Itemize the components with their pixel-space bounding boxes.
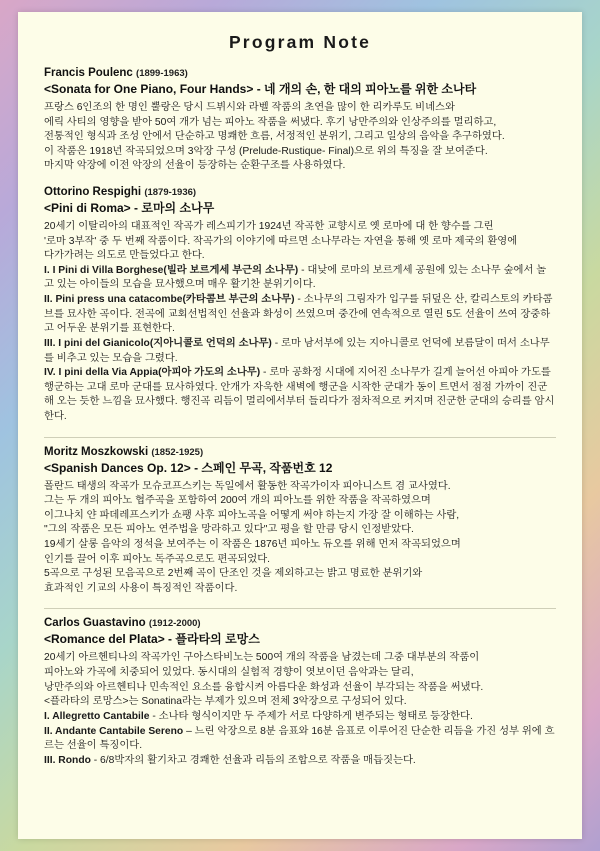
- composer-label: Moritz Moszkowski: [44, 445, 149, 458]
- section-divider: [44, 437, 556, 438]
- paragraph: 전통적인 형식과 조성 안에서 단순하고 명쾌한 흐름, 서정적인 분위기, 그리고 일상의 음악을 추구하였다.: [44, 131, 505, 143]
- composer-label: Francis Poulenc: [44, 67, 133, 79]
- paragraph: "그의 작품은 모든 피아노 연주법을 망라하고 있다"고 평을 할 만큼 당시 인정받았다.: [44, 524, 414, 536]
- movement-translation: (카타콤브 부근의 소나무): [182, 294, 295, 306]
- movement-text: - 6/8박자의 활기차고 경쾌한 선율과 리듬의 조합으로 작품을 매듭짓는다.: [90, 754, 416, 766]
- program-section-moszkowski: [44, 446, 556, 597]
- paragraph: '로마 3부작' 중 두 번째 작품이다. 작곡가의 이야기에 따르면 소나무라는 자연을 통해 옛 로마 제국의 환영에: [44, 235, 518, 247]
- movement-label: II. Andante Cantabile Sereno: [44, 725, 184, 737]
- program-section-poulenc: [44, 67, 556, 174]
- movement-entry: [44, 293, 556, 337]
- movement-label: III. Rondo: [44, 754, 91, 766]
- paragraph: 이그나치 얀 파데레프스키가 쇼팽 사후 피아노곡을 어떻게 써야 하는지 가장 잘 이해하는 사람,: [44, 509, 460, 521]
- movement-translation: (지아니콜로 언덕의 소나무): [149, 337, 272, 349]
- paragraph: 20세기 아르헨티나의 작곡가인 구아스타비노는 500여 개의 작품을 남겼는데 그중 대부분의 작품이: [44, 652, 480, 664]
- paragraph: 다가가려는 의도로 만들었다고 한다.: [44, 250, 205, 262]
- paragraph: 효과적인 기교의 사용이 특징적인 작품이다.: [44, 582, 238, 594]
- movement-label: I. Allegretto Cantabile: [44, 710, 150, 722]
- document-body: [18, 12, 582, 790]
- work-title: <Romance del Plata> - 플라타의 로망스: [44, 632, 260, 647]
- movement-text: - 로마 남서부에 있는 지아니콜로 언덕에 보름달이 떠서 소나무를 비추고 있는 모습을 그렸다.: [44, 337, 550, 364]
- paragraph: <플라타의 로망스>는 Sonatina라는 부제가 있으며 전체 3악장으로 구성되어 있다.: [44, 696, 407, 708]
- paragraph: 낭만주의와 아르헨티나 민속적인 요소를 융합시켜 아름다운 화성과 선율이 부각되는 작품을 써냈다.: [44, 681, 484, 693]
- movement-translation: (아피아 가도의 소나무): [158, 367, 261, 379]
- movement-entry: [44, 264, 556, 293]
- composer-label: Carlos Guastavino: [44, 617, 146, 630]
- work-title: <Pini di Roma> - 로마의 소나무: [44, 201, 215, 216]
- composer-name: [44, 446, 556, 458]
- paragraph: 마지막 악장에 이전 악장의 선율이 등장하는 순환구조를 사용하였다.: [44, 160, 346, 172]
- composer-years: (1879-1936): [144, 187, 197, 199]
- movement-text: - 로마 공화정 시대에 지어진 소나무가 길게 늘어선 아피아 가도를 행군하는 고대 로마 군대를 묘사하였다. 안개가 자욱한 새벽에 행군을 시작한 군대가 동이 트면서 점점 가까이 진군해 오는 듯한 느낌을 묘사했다. 행진곡 리듬이 멀리에서부터 들리다가 점차적으로 커지며 진군한 군대의 승리를 암시한다.: [44, 367, 555, 422]
- composer-years: (1899-1963): [136, 68, 188, 79]
- movement-entry: [44, 337, 556, 366]
- composer-name: [44, 617, 556, 629]
- movement-label: III. I pini del Gianicolo: [44, 337, 150, 349]
- composer-years: (1852-1925): [151, 446, 204, 458]
- program-section-guastavino: [44, 617, 556, 768]
- paragraph: 프랑스 6인조의 한 명인 뿔랑은 당시 드뷔시와 라벨 작품의 초연을 많이 한 리카루도 비녜스와: [44, 102, 455, 113]
- movement-entry: [44, 754, 556, 769]
- work-title: <Sonata for One Piano, Four Hands> - 네 개의 손, 한 대의 피아노를 위한 소나타: [44, 82, 477, 96]
- paragraph: 에릭 사티의 영향을 받아 50여 개가 넘는 피아노 작품을 써냈다. 후기 낭만주의와 인상주의를 멀리하고,: [44, 116, 497, 128]
- work-title: <Spanish Dances Op. 12> - 스페인 무곡, 작품번호 12: [44, 460, 333, 475]
- movement-entry: [44, 366, 556, 424]
- composer-name: [44, 67, 556, 79]
- paragraph: 폴란드 태생의 작곡가 모슈코프스키는 독일에서 활동한 작곡가이자 피아니스트 겸 교사였다.: [44, 480, 451, 492]
- composer-years: (1912-2000): [148, 618, 201, 630]
- page-title: Program Note: [228, 32, 372, 52]
- movement-label: II. Pini press una catacombe: [44, 294, 183, 306]
- movement-text: - 대낮에 로마의 보르게세 공원에 있는 소나무 숲에서 놀고 있는 아이들의 모습을 묘사했으며 매우 활기찬 분위기이다.: [44, 264, 547, 291]
- section-divider: [44, 608, 556, 609]
- composer-name: [44, 186, 556, 198]
- movement-entry: [44, 725, 556, 754]
- movement-text: - 소나무의 그림자가 입구를 뒤덮은 산, 칼리스토의 카타콤브를 묘사한 곡이다. 전곡에 교회선법적인 선율과 화성이 쓰였으며 중간에 연속적으로 열린 5도 선율이 쓰여 장중하고 어두운 분위기를 표현한다.: [44, 294, 553, 335]
- movement-label: I. I Pini di Villa Borghese: [44, 264, 164, 276]
- document-page: [18, 12, 582, 839]
- paragraph: 19세기 살롱 음악의 정석을 보여주는 이 작품은 1876년 피아노 듀오를 위해 먼저 작곡되었으며: [44, 539, 461, 551]
- movement-text: – 느린 악장으로 8분 음표와 16분 음표로 이루어진 단순한 리듬을 가진 성부 위에 흐르는 선율이 특징이다.: [44, 725, 555, 752]
- paragraph: 5곡으로 구성된 모음곡으로 2번째 곡이 단조인 것을 제외하고는 밝고 명료한 분위기와: [44, 568, 423, 580]
- paragraph: 피아노와 가곡에 치중되어 있었다. 동시대의 실험적 경향이 엿보이던 음악과는 달리,: [44, 667, 414, 679]
- movement-label: IV. I pini della Via Appia: [44, 367, 159, 379]
- movement-text: - 소나타 형식이지만 두 주제가 서로 다양하게 변주되는 형태로 등장한다.: [149, 710, 473, 722]
- composer-label: Ottorino Respighi: [44, 186, 142, 199]
- paragraph: 인기를 끌어 이후 피아노 독주곡으로도 편곡되었다.: [44, 553, 271, 565]
- movement-translation: (빌라 보르게세 부근의 소나무): [163, 264, 299, 276]
- paragraph: 20세기 이탈리아의 대표적인 작곡가 레스피기가 1924년 작곡한 교향시로 옛 로마에 대 한 향수를 그린: [44, 221, 494, 233]
- paragraph: 그는 두 개의 피아노 협주곡을 포함하여 200여 개의 피아노를 위한 작품을 작곡하였으며: [44, 495, 431, 507]
- movement-entry: [44, 710, 556, 725]
- program-section-respighi: [44, 186, 556, 425]
- paragraph: 이 작품은 1918년 작곡되었으며 3악장 구성 (Prelude-Rustique- Final)으로 위의 특징을 잘 보여준다.: [44, 145, 488, 157]
